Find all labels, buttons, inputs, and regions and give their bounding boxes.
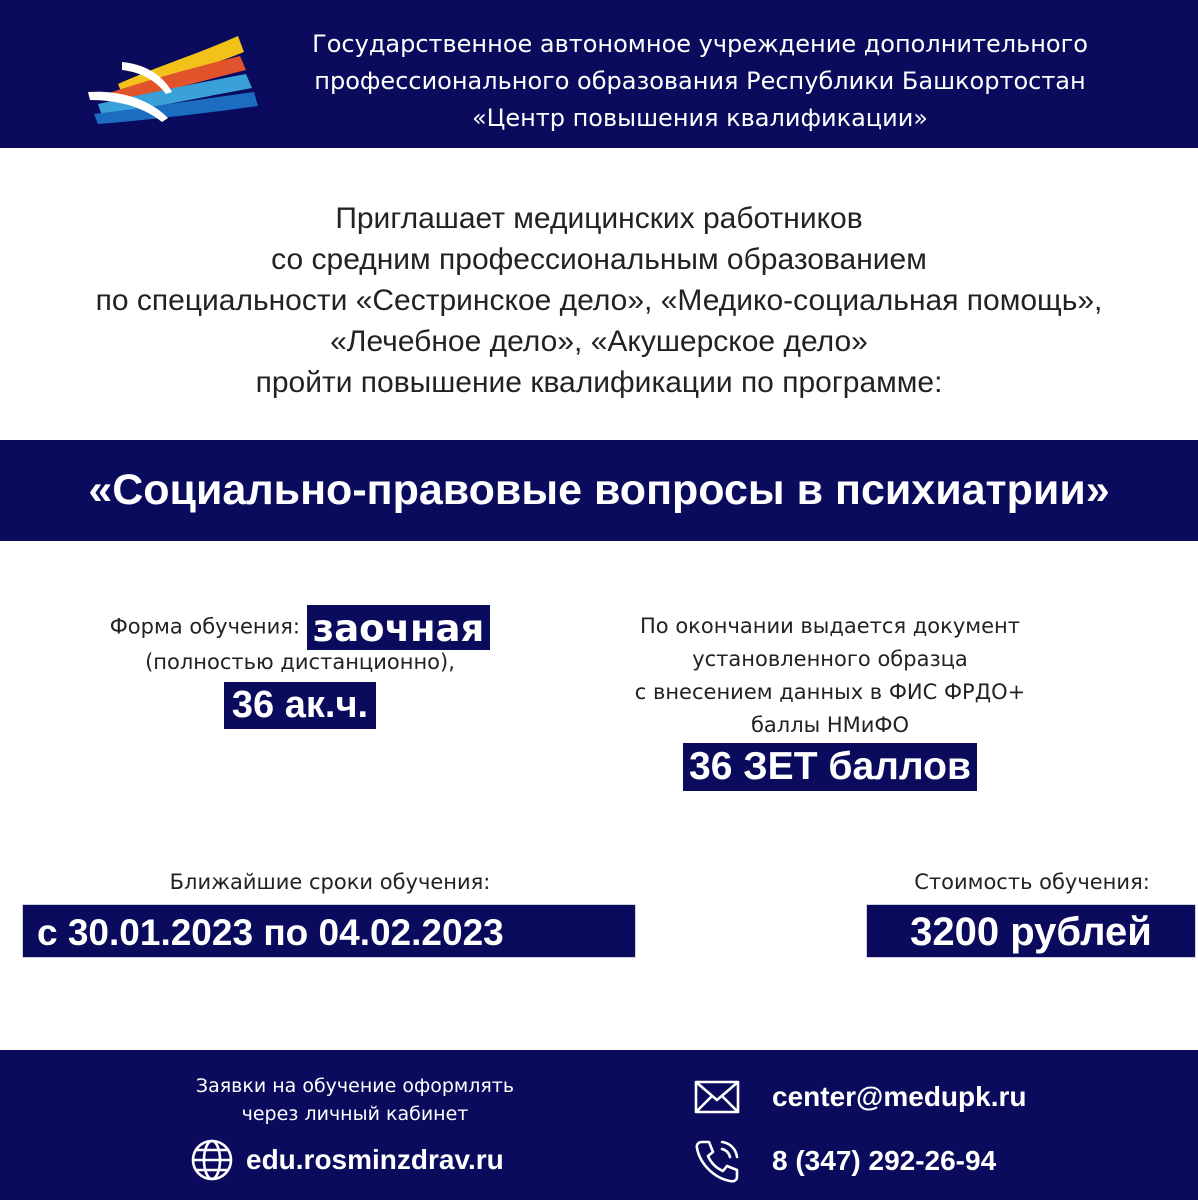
study-form-label: Форма обучения:: [109, 614, 301, 639]
application-note-line: Заявки на обучение оформлять: [195, 1075, 515, 1097]
phone-link[interactable]: [694, 1138, 996, 1184]
email-text[interactable]: center@medupk.ru: [772, 1081, 1027, 1112]
invitation-line: со средним профессиональным образованием: [271, 243, 927, 276]
price-value: 3200 рублей: [866, 904, 1196, 958]
header-banner: [0, 0, 1198, 148]
document-line: установленного образца: [692, 647, 968, 671]
document-block: [580, 610, 1080, 791]
study-form-note: (полностью дистанционно),: [145, 650, 455, 674]
study-form-block: [40, 605, 560, 729]
program-banner: [0, 440, 1198, 541]
organization-line: профессионального образования Республики Башкортостан: [314, 67, 1086, 95]
zet-points: 36 ЗЕТ баллов: [683, 743, 977, 791]
organization-name: [270, 26, 1130, 137]
invitation-line: «Лечебное дело», «Акушерское дело»: [330, 325, 868, 358]
organization-line: Государственное автономное учреждение дополнительного: [312, 30, 1088, 58]
dates-value: с 30.01.2023 по 04.02.2023: [22, 904, 636, 958]
price-block: [866, 870, 1198, 958]
website-text[interactable]: edu.rosminzdrav.ru: [246, 1144, 504, 1175]
logo-icon: [88, 22, 264, 126]
phone-icon: [694, 1138, 742, 1184]
invitation-text: [0, 198, 1198, 403]
globe-icon: [190, 1138, 234, 1182]
program-title: «Социально-правовые вопросы в психиатрии»: [88, 466, 1110, 514]
study-hours: 36 ак.ч.: [224, 682, 376, 729]
invitation-line: Приглашает медицинских работников: [335, 202, 863, 235]
dates-block: [22, 870, 638, 958]
organization-line: «Центр повышения квалификации»: [472, 104, 928, 132]
application-note: [170, 1072, 540, 1128]
invitation-line: пройти повышение квалификации по программе:: [255, 366, 943, 399]
invitation-line: по специальности «Сестринское дело», «Медико-социальная помощь»,: [95, 284, 1103, 317]
study-form-value: заочная: [307, 605, 491, 650]
website-link[interactable]: [190, 1138, 504, 1182]
email-link[interactable]: [694, 1080, 1026, 1114]
application-note-line: через личный кабинет: [241, 1103, 469, 1125]
footer-banner: [0, 1050, 1198, 1200]
dates-label: Ближайшие сроки обучения:: [169, 870, 491, 894]
price-label: Стоимость обучения:: [914, 870, 1150, 894]
document-line: с внесением данных в ФИС ФРДО+: [634, 680, 1026, 704]
document-line: баллы НМиФО: [750, 713, 910, 737]
document-line: По окончании выдается документ: [640, 614, 1020, 638]
envelope-icon: [694, 1080, 740, 1114]
phone-text[interactable]: 8 (347) 292-26-94: [772, 1145, 997, 1176]
